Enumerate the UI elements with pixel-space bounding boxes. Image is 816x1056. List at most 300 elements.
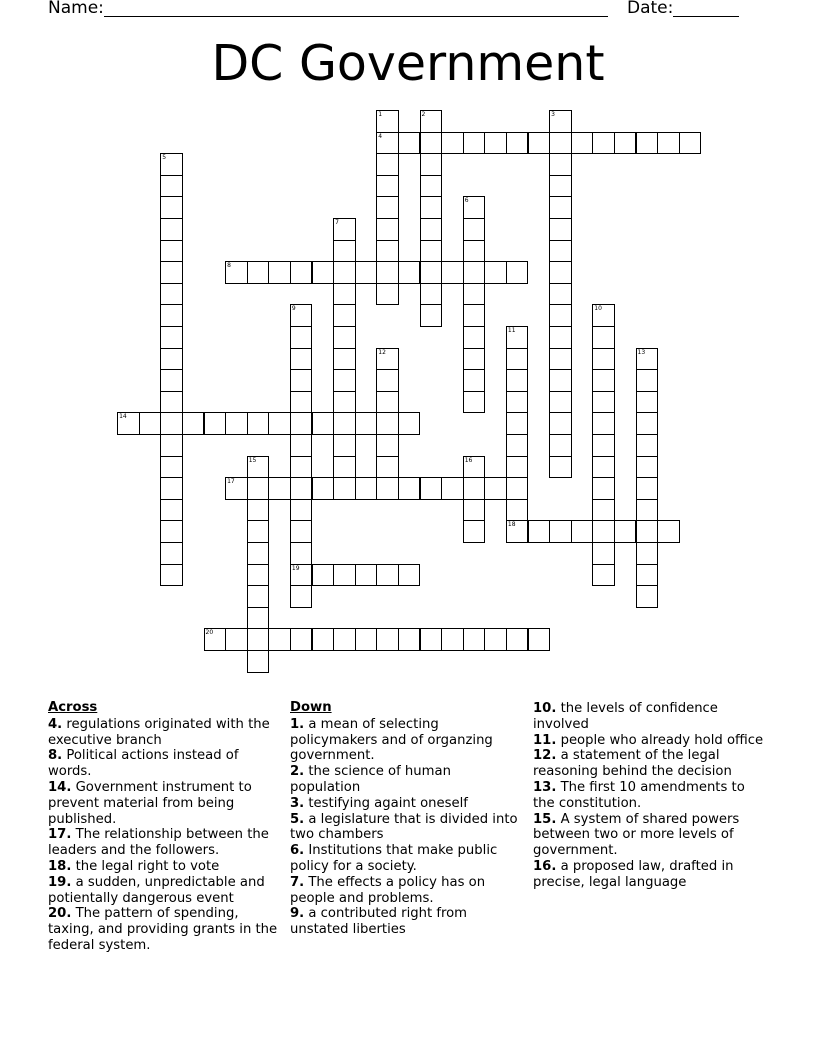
clue-item-text: a statement of the legal reasoning behind the decision xyxy=(533,748,732,780)
clue-item-number: 16. xyxy=(533,858,557,874)
clue-number: 5 xyxy=(162,154,167,162)
grid-cell[interactable] xyxy=(506,391,529,414)
grid-cell[interactable] xyxy=(528,520,551,543)
down-heading: Down xyxy=(290,700,332,715)
grid-cell[interactable] xyxy=(312,412,335,435)
grid-cell[interactable] xyxy=(506,499,529,522)
grid-cell[interactable] xyxy=(549,412,572,435)
clue-item-number: 4. xyxy=(48,716,63,732)
grid-cell[interactable] xyxy=(333,412,356,435)
grid-cell[interactable] xyxy=(182,412,205,435)
clue-number: 13 xyxy=(637,348,646,356)
clue-item xyxy=(48,859,280,875)
clue-item-number: 9. xyxy=(290,906,305,922)
grid-cell[interactable] xyxy=(441,477,464,500)
grid-cell[interactable] xyxy=(376,412,399,435)
grid-cell[interactable] xyxy=(204,628,227,651)
grid-cell[interactable] xyxy=(355,477,378,500)
grid-cell[interactable] xyxy=(376,175,399,198)
grid-cell[interactable] xyxy=(420,628,443,651)
clue-number: 8 xyxy=(227,262,231,270)
grid-cell[interactable] xyxy=(549,434,572,457)
grid-cell[interactable] xyxy=(160,564,183,587)
clue-item-text: a proposed law, drafted in precise, legal language xyxy=(533,858,734,890)
grid-cell[interactable] xyxy=(290,304,313,327)
grid-cell[interactable] xyxy=(160,196,183,219)
clue-item xyxy=(290,843,522,875)
grid-cell[interactable] xyxy=(376,196,399,219)
grid-cell[interactable] xyxy=(160,499,183,522)
grid-cell[interactable] xyxy=(614,132,637,155)
grid-cell[interactable] xyxy=(355,412,378,435)
grid-cell[interactable] xyxy=(592,499,615,522)
grid-cell[interactable] xyxy=(376,369,399,392)
grid-cell[interactable] xyxy=(333,261,356,284)
grid-cell[interactable] xyxy=(355,564,378,587)
clue-item-number: 3. xyxy=(290,795,305,811)
grid-cell[interactable] xyxy=(247,261,270,284)
clue-item xyxy=(290,906,522,938)
grid-cell[interactable] xyxy=(312,261,335,284)
grid-cell[interactable] xyxy=(376,477,399,500)
grid-cell[interactable] xyxy=(441,261,464,284)
clue-item xyxy=(533,780,765,812)
grid-cell[interactable] xyxy=(398,132,421,155)
grid-cell[interactable] xyxy=(592,304,615,327)
grid-cell[interactable] xyxy=(636,585,659,608)
grid-cell[interactable] xyxy=(333,456,356,479)
grid-cell[interactable] xyxy=(225,628,248,651)
grid-cell[interactable] xyxy=(463,240,486,263)
grid-cell[interactable] xyxy=(463,391,486,414)
grid-cell[interactable] xyxy=(463,348,486,371)
grid-cell[interactable] xyxy=(225,261,248,284)
clue-item-number: 5. xyxy=(290,811,305,827)
grid-cell[interactable] xyxy=(636,499,659,522)
grid-cell[interactable] xyxy=(247,564,270,587)
grid-cell[interactable] xyxy=(160,456,183,479)
clue-item-text: Political actions instead of words. xyxy=(48,748,239,780)
grid-cell[interactable] xyxy=(657,132,680,155)
clue-number: 6 xyxy=(464,197,469,205)
clue-number: 18 xyxy=(507,521,516,529)
grid-cell[interactable] xyxy=(441,628,464,651)
down-clues-continued xyxy=(533,701,765,891)
grid-cell[interactable] xyxy=(160,369,183,392)
grid-cell[interactable] xyxy=(290,564,313,587)
grid-cell[interactable] xyxy=(549,261,572,284)
grid-cell[interactable] xyxy=(463,196,486,219)
grid-cell[interactable] xyxy=(636,369,659,392)
grid-cell[interactable] xyxy=(160,283,183,306)
grid-cell[interactable] xyxy=(398,261,421,284)
grid-cell[interactable] xyxy=(247,585,270,608)
clue-item-number: 13. xyxy=(533,779,557,795)
grid-cell[interactable] xyxy=(506,520,529,543)
clue-item-number: 20. xyxy=(48,906,72,922)
clue-number: 7 xyxy=(335,219,339,226)
clue-number: 15 xyxy=(248,456,257,464)
grid-cell[interactable] xyxy=(160,218,183,241)
grid-cell[interactable] xyxy=(398,477,421,500)
grid-cell[interactable] xyxy=(592,326,615,349)
clue-number: 16 xyxy=(464,456,473,464)
clue-item-text: The relationship between the leaders and the followers. xyxy=(48,827,269,859)
grid-cell[interactable] xyxy=(333,628,356,651)
grid-cell[interactable] xyxy=(160,477,183,500)
grid-cell[interactable] xyxy=(592,348,615,371)
grid-cell[interactable] xyxy=(290,369,313,392)
grid-cell[interactable] xyxy=(463,628,486,651)
grid-cell[interactable] xyxy=(484,261,507,284)
grid-cell[interactable] xyxy=(160,391,183,414)
grid-cell[interactable] xyxy=(312,477,335,500)
clue-item-text: people who already hold office xyxy=(556,732,764,748)
grid-cell[interactable] xyxy=(160,520,183,543)
grid-cell[interactable] xyxy=(398,412,421,435)
clue-number: 20 xyxy=(205,629,214,637)
grid-cell[interactable] xyxy=(247,477,270,500)
clue-item-number: 7. xyxy=(290,874,305,890)
grid-cell[interactable] xyxy=(268,261,291,284)
grid-cell[interactable] xyxy=(441,132,464,155)
grid-cell[interactable] xyxy=(376,628,399,651)
grid-cell[interactable] xyxy=(333,240,356,263)
grid-cell[interactable] xyxy=(636,434,659,457)
grid-cell[interactable] xyxy=(290,499,313,522)
grid-cell[interactable] xyxy=(139,412,162,435)
clue-item xyxy=(48,717,280,749)
clue-number: 3 xyxy=(551,111,555,118)
grid-cell[interactable] xyxy=(484,132,507,155)
clue-item xyxy=(290,875,522,907)
grid-cell[interactable] xyxy=(312,564,335,587)
clue-item-text: Institutions that make public policy for a society. xyxy=(290,843,498,874)
grid-cell[interactable] xyxy=(463,283,486,306)
clue-item xyxy=(290,796,522,812)
clue-item-text: the legal right to vote xyxy=(71,858,220,874)
grid-cell[interactable] xyxy=(506,132,529,155)
grid-cell[interactable] xyxy=(420,283,443,306)
grid-cell[interactable] xyxy=(549,175,572,198)
grid-cell[interactable] xyxy=(160,153,183,176)
grid-cell[interactable] xyxy=(290,261,313,284)
grid-cell[interactable] xyxy=(657,520,680,543)
clue-number: 11 xyxy=(507,327,516,334)
grid-cell[interactable] xyxy=(592,520,615,543)
grid-cell[interactable] xyxy=(549,153,572,176)
clue-item-text: a legislature that is divided into two chambers xyxy=(290,811,518,843)
page-title: DC Government xyxy=(211,35,605,92)
grid-cell[interactable] xyxy=(376,132,399,155)
grid-cell[interactable] xyxy=(333,348,356,371)
grid-cell[interactable] xyxy=(333,218,356,241)
grid-cell[interactable] xyxy=(614,520,637,543)
grid-cell[interactable] xyxy=(592,412,615,435)
grid-cell[interactable] xyxy=(160,304,183,327)
grid-cell[interactable] xyxy=(506,434,529,457)
clue-item-text: the levels of confidence involved xyxy=(533,701,718,732)
grid-cell[interactable] xyxy=(636,132,659,155)
grid-cell[interactable] xyxy=(247,628,270,651)
grid-cell[interactable] xyxy=(376,153,399,176)
grid-cell[interactable] xyxy=(592,477,615,500)
grid-cell[interactable] xyxy=(636,477,659,500)
clue-item xyxy=(48,827,280,859)
grid-cell[interactable] xyxy=(549,391,572,414)
clue-item-number: 14. xyxy=(48,779,72,795)
clue-item-text: testifying againt oneself xyxy=(304,795,468,811)
grid-cell[interactable] xyxy=(420,110,443,133)
grid-cell[interactable] xyxy=(160,175,183,198)
grid-cell[interactable] xyxy=(290,412,313,435)
grid-cell[interactable] xyxy=(376,348,399,371)
grid-cell[interactable] xyxy=(333,304,356,327)
grid-cell[interactable] xyxy=(506,477,529,500)
grid-cell[interactable] xyxy=(463,218,486,241)
clue-item xyxy=(533,733,765,749)
grid-cell[interactable] xyxy=(420,261,443,284)
name-label: Name: xyxy=(48,0,104,18)
clue-item xyxy=(290,764,522,796)
down-clues xyxy=(290,700,522,938)
grid-cell[interactable] xyxy=(636,348,659,371)
clue-number: 10 xyxy=(594,305,602,313)
grid-cell[interactable] xyxy=(636,391,659,414)
grid-cell[interactable] xyxy=(333,477,356,500)
grid-cell[interactable] xyxy=(636,456,659,479)
grid-cell[interactable] xyxy=(160,434,183,457)
grid-cell[interactable] xyxy=(290,477,313,500)
grid-cell[interactable] xyxy=(398,628,421,651)
grid-cell[interactable] xyxy=(571,520,594,543)
grid-cell[interactable] xyxy=(376,240,399,263)
grid-cell[interactable] xyxy=(376,218,399,241)
grid-cell[interactable] xyxy=(420,196,443,219)
clue-item-number: 12. xyxy=(533,748,557,764)
grid-cell[interactable] xyxy=(549,348,572,371)
clue-number: 12 xyxy=(378,348,386,356)
clue-item xyxy=(533,748,765,780)
grid-cell[interactable] xyxy=(636,564,659,587)
grid-cell[interactable] xyxy=(549,369,572,392)
clue-item xyxy=(533,701,765,733)
grid-cell[interactable] xyxy=(420,153,443,176)
grid-cell[interactable] xyxy=(463,520,486,543)
grid-cell[interactable] xyxy=(312,628,335,651)
grid-cell[interactable] xyxy=(549,283,572,306)
grid-cell[interactable] xyxy=(528,628,551,651)
grid-cell[interactable] xyxy=(247,499,270,522)
clue-item-text: the science of human population xyxy=(290,764,451,795)
grid-cell[interactable] xyxy=(160,240,183,263)
grid-cell[interactable] xyxy=(420,132,443,155)
clue-number: 17 xyxy=(227,478,235,486)
across-clues xyxy=(48,700,280,954)
clue-number: 4 xyxy=(378,132,383,140)
clue-item xyxy=(533,812,765,859)
grid-cell[interactable] xyxy=(117,412,140,435)
clue-item-text: The effects a policy has on people and problems. xyxy=(290,874,486,906)
clue-number: 9 xyxy=(291,305,296,313)
grid-cell[interactable] xyxy=(506,412,529,435)
clue-item-text: a mean of selecting policymakers and of organzing government. xyxy=(290,716,493,764)
grid-cell[interactable] xyxy=(247,456,270,479)
grid-cell[interactable] xyxy=(506,261,529,284)
clue-item-number: 10. xyxy=(533,701,557,716)
grid-cell[interactable] xyxy=(268,477,291,500)
grid-cell[interactable] xyxy=(506,326,529,349)
grid-cell[interactable] xyxy=(225,477,248,500)
grid-cell[interactable] xyxy=(549,456,572,479)
clue-item-text: a sudden, unpredictable and potientally dangerous event xyxy=(48,874,265,906)
grid-cell[interactable] xyxy=(290,348,313,371)
grid-cell[interactable] xyxy=(160,326,183,349)
clue-item-text: The pattern of spending, taxing, and providing grants in the federal system. xyxy=(48,906,278,953)
grid-cell[interactable] xyxy=(290,628,313,651)
grid-cell[interactable] xyxy=(247,607,270,630)
grid-cell[interactable] xyxy=(549,218,572,241)
grid-cell[interactable] xyxy=(160,542,183,565)
grid-cell[interactable] xyxy=(247,650,270,673)
grid-cell[interactable] xyxy=(506,369,529,392)
grid-cell[interactable] xyxy=(376,564,399,587)
clue-item-text: A system of shared powers between two or more levels of government. xyxy=(533,811,740,859)
clue-item-text: Government instrument to prevent material from being published. xyxy=(48,779,252,827)
grid-cell[interactable] xyxy=(376,261,399,284)
grid-cell[interactable] xyxy=(333,434,356,457)
clue-item-number: 11. xyxy=(533,732,557,748)
grid-cell[interactable] xyxy=(333,326,356,349)
clue-item-number: 8. xyxy=(48,748,63,764)
clue-number: 1 xyxy=(378,111,383,118)
grid-cell[interactable] xyxy=(376,434,399,457)
clue-item xyxy=(48,906,280,953)
grid-cell[interactable] xyxy=(484,628,507,651)
grid-cell[interactable] xyxy=(636,412,659,435)
clue-item xyxy=(48,780,280,827)
clue-item xyxy=(290,717,522,764)
grid-cell[interactable] xyxy=(592,456,615,479)
grid-cell[interactable] xyxy=(247,542,270,565)
clue-item-number: 15. xyxy=(533,811,557,827)
date-label: Date: xyxy=(627,0,674,18)
grid-cell[interactable] xyxy=(549,240,572,263)
grid-cell[interactable] xyxy=(355,628,378,651)
grid-cell[interactable] xyxy=(355,261,378,284)
clue-item-text: a contributed right from unstated liberties xyxy=(290,906,468,938)
grid-cell[interactable] xyxy=(376,391,399,414)
grid-cell[interactable] xyxy=(398,564,421,587)
grid-cell[interactable] xyxy=(290,391,313,414)
clue-item-text: The first 10 amendments to the constitution. xyxy=(533,779,745,811)
grid-cell[interactable] xyxy=(290,542,313,565)
grid-cell[interactable] xyxy=(592,132,615,155)
grid-cell[interactable] xyxy=(463,326,486,349)
grid-cell[interactable] xyxy=(463,261,486,284)
grid-cell[interactable] xyxy=(420,304,443,327)
grid-cell[interactable] xyxy=(592,434,615,457)
grid-cell[interactable] xyxy=(636,520,659,543)
grid-cell[interactable] xyxy=(592,542,615,565)
grid-cell[interactable] xyxy=(160,412,183,435)
clue-item-number: 18. xyxy=(48,858,72,874)
clue-item xyxy=(290,812,522,844)
grid-cell[interactable] xyxy=(484,477,507,500)
grid-cell[interactable] xyxy=(549,110,572,133)
clue-item xyxy=(533,859,765,891)
grid-cell[interactable] xyxy=(549,326,572,349)
grid-cell[interactable] xyxy=(506,628,529,651)
grid-cell[interactable] xyxy=(333,283,356,306)
across-heading: Across xyxy=(48,700,98,715)
grid-cell[interactable] xyxy=(420,218,443,241)
grid-cell[interactable] xyxy=(268,412,291,435)
grid-cell[interactable] xyxy=(592,564,615,587)
grid-cell[interactable] xyxy=(160,348,183,371)
clue-number: 2 xyxy=(421,111,426,118)
grid-cell[interactable] xyxy=(247,520,270,543)
grid-cell[interactable] xyxy=(636,542,659,565)
grid-cell[interactable] xyxy=(549,132,572,155)
grid-cell[interactable] xyxy=(463,499,486,522)
grid-cell[interactable] xyxy=(549,520,572,543)
grid-cell[interactable] xyxy=(290,585,313,608)
grid-cell[interactable] xyxy=(528,132,551,155)
grid-cell[interactable] xyxy=(247,412,270,435)
grid-cell[interactable] xyxy=(506,456,529,479)
grid-cell[interactable] xyxy=(333,564,356,587)
clue-item-number: 2. xyxy=(290,764,305,780)
clue-item xyxy=(48,748,280,780)
grid-cell[interactable] xyxy=(290,520,313,543)
grid-cell[interactable] xyxy=(463,132,486,155)
grid-cell[interactable] xyxy=(376,110,399,133)
clue-item-number: 6. xyxy=(290,843,305,859)
grid-cell[interactable] xyxy=(592,391,615,414)
clue-item-number: 1. xyxy=(290,716,305,732)
clue-number: 14 xyxy=(119,413,127,421)
grid-cell[interactable] xyxy=(333,391,356,414)
grid-cell[interactable] xyxy=(376,283,399,306)
grid-cell[interactable] xyxy=(506,348,529,371)
grid-cell[interactable] xyxy=(463,477,486,500)
grid-cell[interactable] xyxy=(290,434,313,457)
grid-cell[interactable] xyxy=(463,456,486,479)
clue-item xyxy=(48,875,280,907)
grid-cell[interactable] xyxy=(549,196,572,219)
clue-item-text: regulations originated with the executive branch xyxy=(48,716,270,748)
grid-cell[interactable] xyxy=(290,456,313,479)
grid-cell[interactable] xyxy=(420,477,443,500)
grid-cell[interactable] xyxy=(463,369,486,392)
grid-cell[interactable] xyxy=(376,456,399,479)
grid-cell[interactable] xyxy=(290,326,313,349)
grid-cell[interactable] xyxy=(571,132,594,155)
grid-cell[interactable] xyxy=(592,369,615,392)
grid-cell[interactable] xyxy=(204,412,227,435)
grid-cell[interactable] xyxy=(160,261,183,284)
grid-cell[interactable] xyxy=(225,412,248,435)
grid-cell[interactable] xyxy=(679,132,702,155)
grid-cell[interactable] xyxy=(333,369,356,392)
grid-cell[interactable] xyxy=(268,628,291,651)
grid-cell[interactable] xyxy=(549,304,572,327)
grid-cell[interactable] xyxy=(420,175,443,198)
clue-item-number: 17. xyxy=(48,827,72,843)
grid-cell[interactable] xyxy=(463,304,486,327)
grid-cell[interactable] xyxy=(420,240,443,263)
